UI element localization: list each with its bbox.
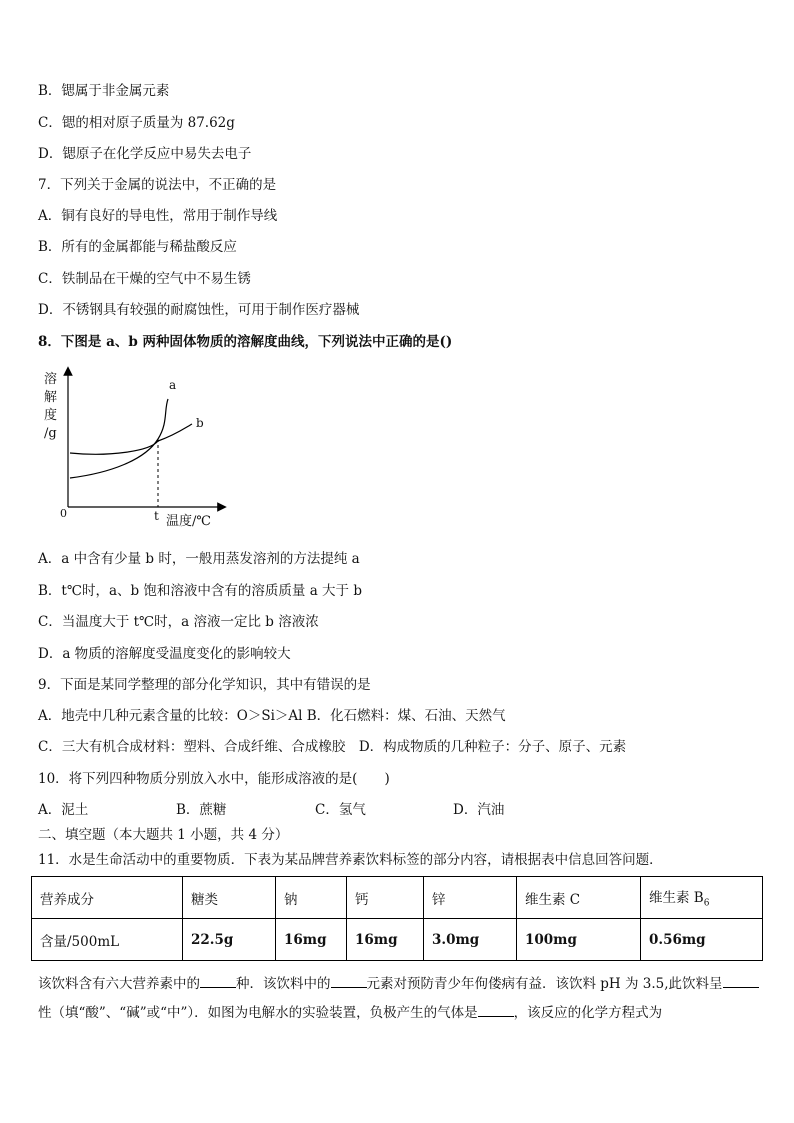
q7-stem: 7．下列关于金属的说法中，不正确的是 [38,177,277,193]
table-header-cell: 锌 [424,877,517,919]
q11-text-part: 该饮料含有六大营养素中的 [38,976,200,992]
t-label: t [154,509,159,523]
curve-b [70,424,192,454]
table-header-cell [641,877,763,919]
q8-option-d: D．a 物质的溶解度受温度变化的影响较大 [38,646,291,662]
curve-b-label: b [196,416,204,430]
origin-label: 0 [60,507,67,520]
q11-text-part: ，该反应的化学方程式为 [513,1005,663,1021]
y-label-char-4: /g [44,426,57,441]
solubility-curve-graph [40,365,230,533]
vitamin-b-subscript: 6 [703,898,710,909]
q8-stem: 8．下图是 a、b 两种固体物质的溶解度曲线，下列说法中正确的是() [38,334,453,350]
q8-option-c: C．当温度大于 t℃时，a 溶液一定比 b 溶液浓 [38,614,319,630]
q8-option-a: A．a 中含有少量 b 时，一般用蒸发溶剂的方法提纯 a [38,551,360,567]
vitamin-b-label: 维生素 B [649,890,704,907]
y-label-char-3: 度 [44,408,58,423]
q7-option-d: D．不锈钢具有较强的耐腐蚀性，可用于制作医疗器械 [38,302,360,318]
y-label-char-2: 解 [44,390,58,405]
q11-text-line-1 [38,973,759,993]
table-header-cell: 维生素 C [517,877,641,919]
table-header-row [32,877,763,919]
table-header-cell: 糖类 [183,877,276,919]
curve-a [70,399,168,478]
table-cell: 16mg [276,919,347,961]
answer-blank[interactable] [723,973,759,988]
q7-option-a: A．铜有良好的导电性，常用于制作导线 [38,208,278,224]
q11-text-part: 性（填“酸”、“碱”或“中”）．如图为电解水的实验装置，负极产生的气体是 [38,1005,478,1021]
q9-options-cd: C．三大有机合成材料：塑料、合成纤维、合成橡胶 D．构成物质的几种粒子：分子、原子、元素 [38,739,627,755]
table-cell: 3.0mg [424,919,517,961]
table-cell: 100mg [517,919,641,961]
q6-option-d: D．锶原子在化学反应中易失去电子 [38,146,252,162]
q10-option-c: C．氢气 [315,802,366,818]
q10-option-d: D．汽油 [453,802,505,818]
table-cell: 含量/500mL [32,919,183,961]
answer-blank[interactable] [478,1002,514,1017]
table-row [32,919,763,961]
q6-option-b: B．锶属于非金属元素 [38,83,170,99]
q8-option-b: B．t℃时，a、b 饱和溶液中含有的溶质质量 a 大于 b [38,583,362,599]
q6-option-c: C．锶的相对原子质量为 87.62g [38,115,235,131]
answer-blank[interactable] [200,973,236,988]
nutrition-table [31,876,763,961]
q9-stem: 9．下面是某同学整理的部分化学知识，其中有错误的是 [38,677,371,693]
section-heading-fill-in: 二、填空题（本大题共 1 小题，共 4 分） [38,827,289,843]
table-cell: 0.56mg [641,919,763,961]
curve-a-label: a [169,378,177,392]
table-header-cell: 钙 [347,877,424,919]
q11-stem: 11．水是生命活动中的重要物质．下表为某品牌营养素饮料标签的部分内容，请根据表中信息回答问题． [38,852,663,868]
table-header-cell: 钠 [276,877,347,919]
q10-stem: 10．将下列四种物质分别放入水中，能形成溶液的是( ) [38,771,390,787]
table-header-cell: 营养成分 [32,877,183,919]
table-cell: 16mg [347,919,424,961]
answer-blank[interactable] [331,973,367,988]
q11-text-part: 元素对预防青少年佝偻病有益．该饮料 pH 为 3.5,此饮料呈 [366,976,723,992]
q10-option-a: A．泥土 [38,802,89,818]
y-label-char-1: 溶 [44,372,58,387]
q7-option-b: B．所有的金属都能与稀盐酸反应 [38,239,237,255]
x-axis-label: 温度/℃ [166,514,211,529]
q7-option-c: C．铁制品在干燥的空气中不易生锈 [38,271,251,287]
q11-text-line-2 [38,1002,662,1022]
q10-option-b: B．蔗糖 [176,802,227,818]
q11-text-part: 种．该饮料中的 [236,976,331,992]
q9-options-ab: A．地壳中几种元素含量的比较：O＞Si＞Al B．化石燃料：煤、石油、天然气 [38,708,506,724]
table-cell: 22.5g [183,919,276,961]
